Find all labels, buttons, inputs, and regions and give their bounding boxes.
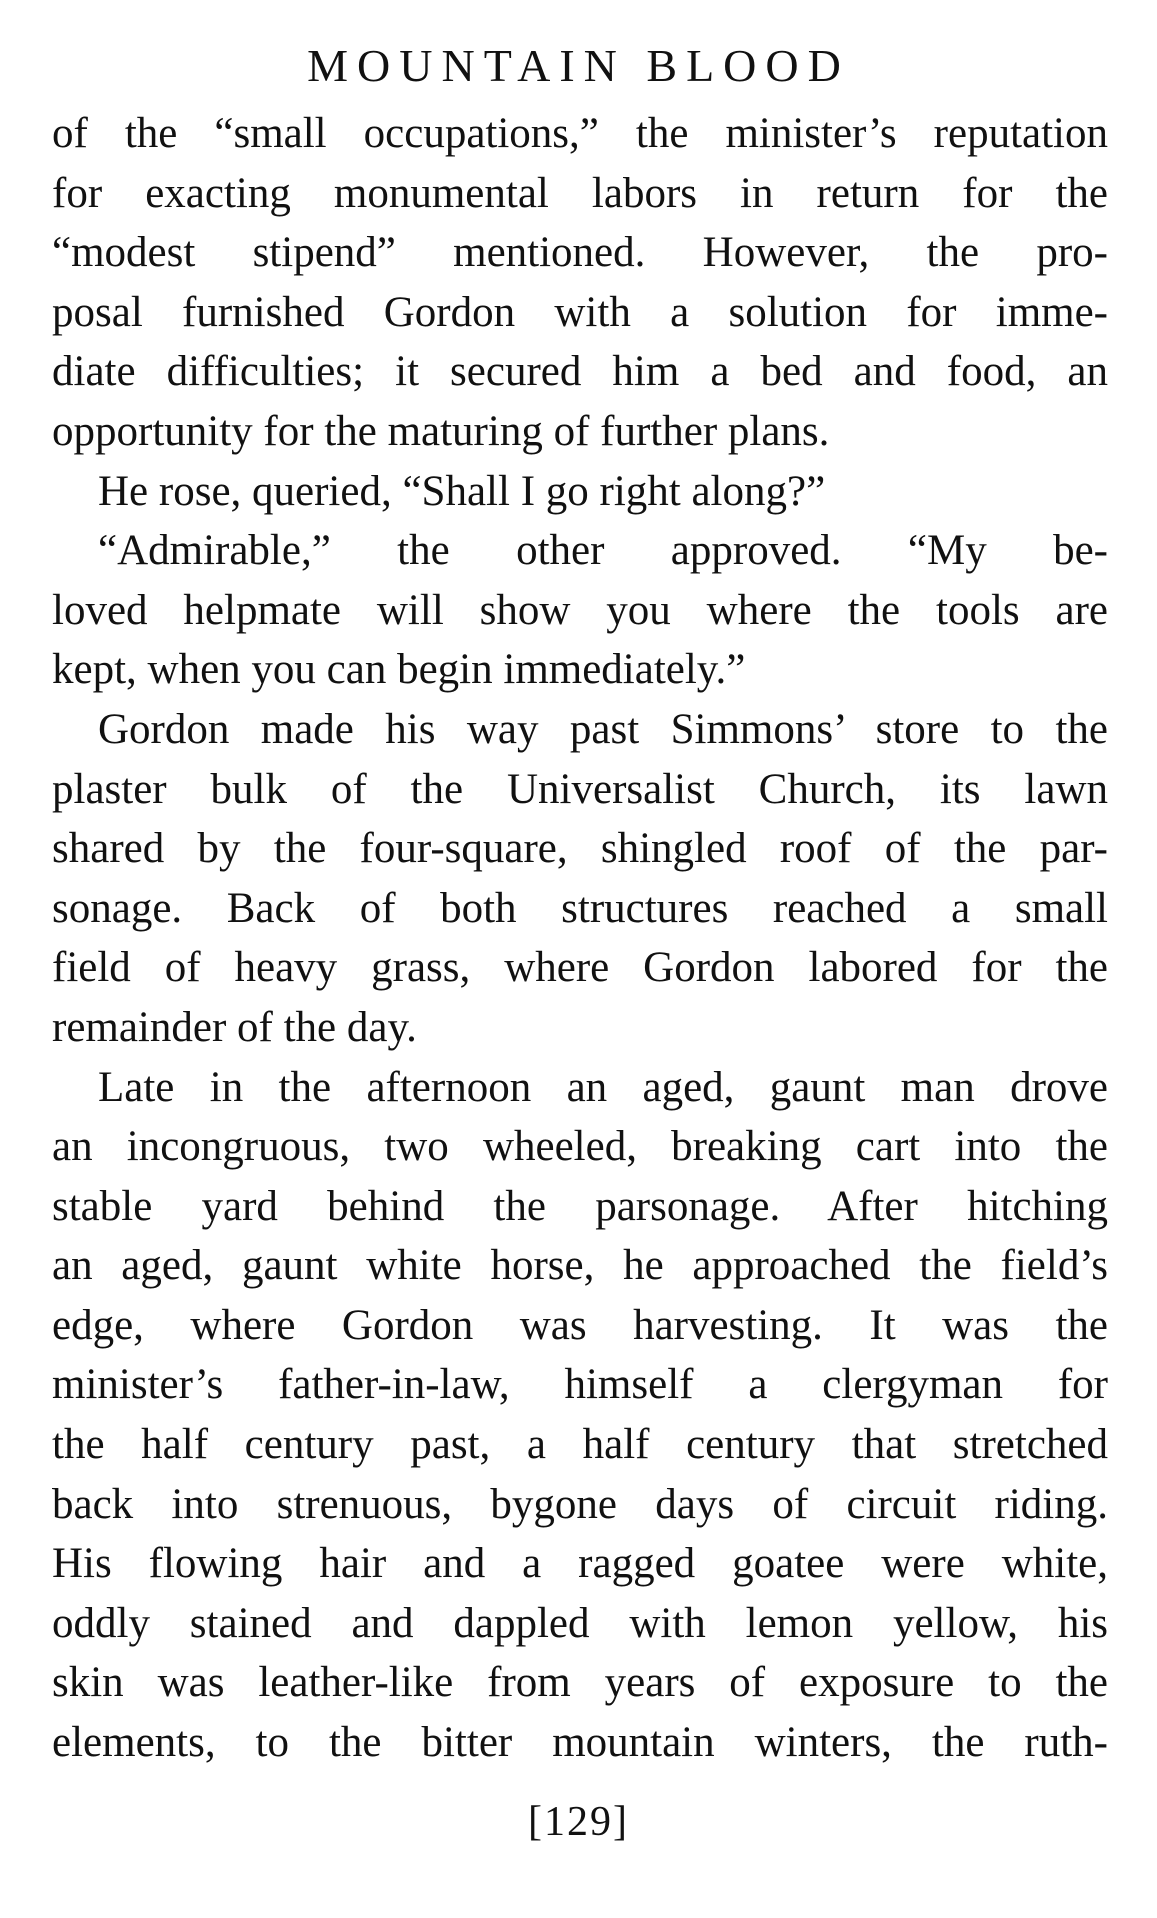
- paragraph-4: [52, 700, 1108, 1058]
- text-line: posal furnished Gordon with a solution for imme-: [52, 288, 1108, 336]
- text-line: the half century past, a half century that stretched: [52, 1421, 1108, 1469]
- paragraph-5: [52, 1058, 1108, 1773]
- text-line: loved helpmate will show you where the tools are: [52, 586, 1108, 634]
- body-text: [52, 104, 1108, 1773]
- text-line: Late in the afternoon an aged, gaunt man drove: [98, 1063, 1108, 1111]
- text-line: minister’s father-in-law, himself a clergyman for: [52, 1361, 1108, 1409]
- text-line: skin was leather-like from years of exposure to the: [52, 1659, 1108, 1707]
- text-line: for exacting monumental labors in return for the: [52, 169, 1108, 217]
- text-line: Gordon made his way past Simmons’ store to the: [98, 705, 1108, 753]
- text-line: His flowing hair and a ragged goatee were white,: [52, 1540, 1108, 1588]
- text-line: sonage. Back of both structures reached a small: [52, 884, 1108, 932]
- text-line: edge, where Gordon was harvesting. It was the: [52, 1301, 1108, 1349]
- text-line: remainder of the day.: [52, 1003, 417, 1051]
- text-line: opportunity for the maturing of further plans.: [52, 407, 830, 455]
- paragraph-1: [52, 104, 1108, 462]
- text-line: field of heavy grass, where Gordon labored for the: [52, 944, 1108, 992]
- text-line: back into strenuous, bygone days of circuit riding.: [52, 1480, 1108, 1528]
- text-line: shared by the four-square, shingled roof of the par-: [52, 825, 1108, 873]
- text-line: “Admirable,” the other approved. “My be-: [98, 527, 1108, 575]
- text-line: elements, to the bitter mountain winters, the ruth-: [52, 1719, 1108, 1767]
- text-line: oddly stained and dappled with lemon yellow, his: [52, 1599, 1108, 1647]
- text-line: plaster bulk of the Universalist Church, its lawn: [52, 765, 1108, 813]
- running-head: MOUNTAIN BLOOD: [307, 40, 850, 91]
- text-line: He rose, queried, “Shall I go right along?”: [98, 467, 826, 515]
- text-line: an aged, gaunt white horse, he approached the field’s: [52, 1242, 1108, 1290]
- text-line: “modest stipend” mentioned. However, the pro-: [52, 229, 1108, 277]
- text-line: diate difficulties; it secured him a bed and food, an: [52, 348, 1108, 396]
- text-line: an incongruous, two wheeled, breaking cart into the: [52, 1123, 1108, 1171]
- paragraph-3: [52, 521, 1108, 700]
- text-line: of the “small occupations,” the minister’s reputation: [52, 110, 1108, 157]
- paragraph-2: [52, 462, 1108, 522]
- text-line: kept, when you can begin immediately.”: [52, 646, 746, 694]
- text-line: stable yard behind the parsonage. After hitching: [52, 1182, 1108, 1230]
- page-number: [129]: [528, 1799, 629, 1845]
